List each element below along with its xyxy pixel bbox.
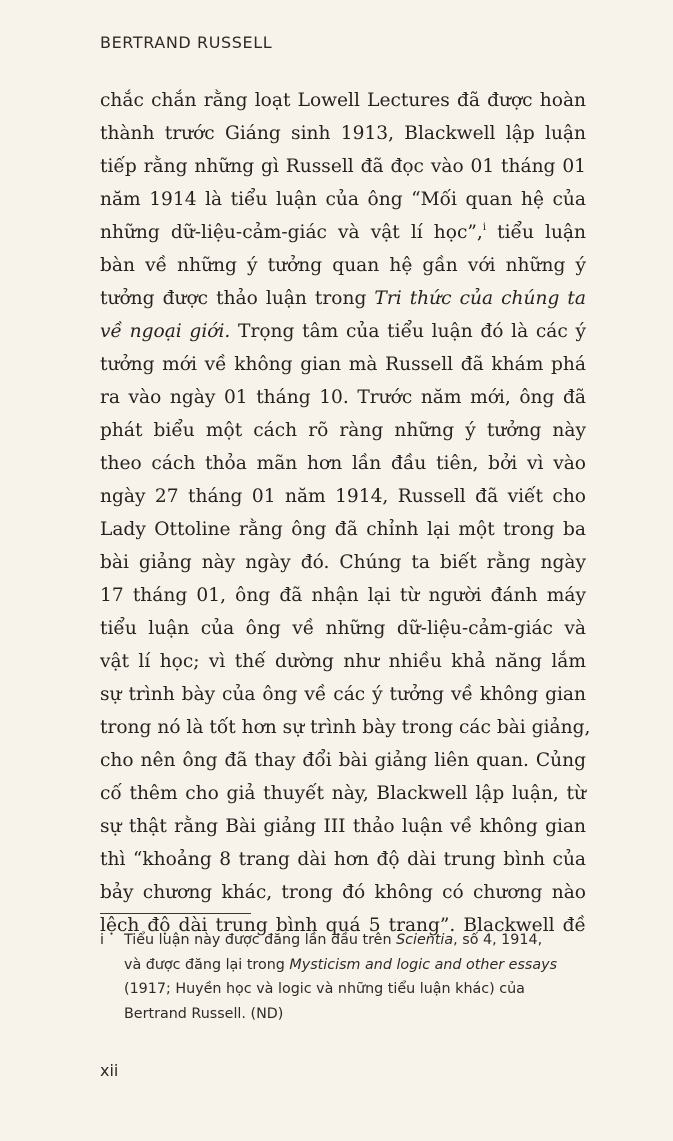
footnote-marker: i bbox=[100, 932, 104, 948]
body-line bbox=[100, 216, 586, 249]
page-number: xii bbox=[100, 1061, 119, 1080]
body-line: trong nó là tốt hơn sự trình bày trong các bài giảng, bbox=[100, 717, 591, 738]
footnote-line bbox=[124, 953, 600, 978]
body-line: tưởng mới về không gian mà Russell đã khám phá bbox=[100, 354, 586, 375]
body-fragment: những dữ-liệu-cảm-giác và vật lí học”, bbox=[100, 222, 483, 243]
body-line: ngày 27 tháng 01 năm 1914, Russell đã viết cho bbox=[100, 486, 586, 507]
body-fragment: tưởng được thảo luận trong bbox=[100, 288, 367, 309]
body-line: bài giảng này ngày đó. Chúng ta biết rằng ngày bbox=[100, 552, 586, 573]
body-line: cố thêm cho giả thuyết này, Blackwell lập luận, từ bbox=[100, 783, 586, 804]
body-fragment: tiểu luận bbox=[497, 222, 586, 243]
body-line: 17 tháng 01, ông đã nhận lại từ người đánh máy bbox=[100, 585, 586, 606]
body-line: thì “khoảng 8 trang dài hơn độ dài trung bình của bbox=[100, 849, 586, 870]
body-line: tiếp rằng những gì Russell đã đọc vào 01 tháng 01 bbox=[100, 156, 586, 177]
body-fragment: Trọng tâm của tiểu luận đó là các ý bbox=[238, 321, 586, 342]
body-line: tiểu luận của ông về những dữ-liệu-cảm-giác và bbox=[100, 618, 586, 639]
footnote-body bbox=[124, 928, 600, 1026]
body-line: bàn về những ý tưởng quan hệ gần với những ý bbox=[100, 255, 586, 276]
body-line bbox=[100, 282, 586, 315]
body-line: sự thật rằng Bài giảng III thảo luận về không gian bbox=[100, 816, 586, 837]
body-line: Lady Ottoline rằng ông đã chỉnh lại một trong ba bbox=[100, 519, 586, 540]
body-line: lệch độ dài trung bình quá 5 trang”. Blackwell đề bbox=[100, 915, 586, 936]
body-line: năm 1914 là tiểu luận của ông “Mối quan hệ của bbox=[100, 189, 586, 210]
journal-title-italic: Scientia bbox=[396, 932, 454, 948]
running-head: BERTRAND RUSSELL bbox=[100, 33, 273, 52]
footnote-fragment: , số 4, 1914, bbox=[453, 932, 543, 948]
footnote-line: (1917; Huyền học và logic và những tiểu luận khác) của bbox=[124, 981, 525, 997]
body-line: cho nên ông đã thay đổi bài giảng liên quan. Củng bbox=[100, 750, 586, 771]
body-line: ra vào ngày 01 tháng 10. Trước năm mới, ông đã bbox=[100, 387, 586, 408]
body-line: sự trình bày của ông về các ý tưởng về không gian bbox=[100, 684, 586, 705]
footnote-fragment: và được đăng lại trong bbox=[124, 956, 285, 973]
book-title-italic: Tri thức của chúng ta bbox=[374, 288, 586, 309]
body-line: phát biểu một cách rõ ràng những ý tưởng này bbox=[100, 420, 586, 441]
body-line: bảy chương khác, trong đó không có chương nào bbox=[100, 882, 586, 903]
footnote-divider bbox=[100, 913, 251, 914]
book-title-italic: Mysticism and logic and other essays bbox=[289, 956, 558, 973]
body-line: vật lí học; vì thế dường như nhiều khả năng lắm bbox=[100, 651, 586, 672]
footnote-reference: i bbox=[482, 222, 487, 233]
body-line: thành trước Giáng sinh 1913, Blackwell lập luận bbox=[100, 123, 586, 144]
book-title-italic: về ngoại giới. bbox=[100, 321, 231, 342]
body-text bbox=[100, 84, 591, 942]
body-line: chắc chắn rằng loạt Lowell Lectures đã được hoàn bbox=[100, 90, 586, 111]
body-line: theo cách thỏa mãn hơn lần đầu tiên, bởi vì vào bbox=[100, 453, 586, 474]
footnote-line: Bertrand Russell. (ND) bbox=[124, 1005, 284, 1022]
body-line bbox=[100, 315, 586, 348]
footnote bbox=[100, 928, 600, 1026]
footnote-fragment: Tiểu luận này được đăng lần đầu trên bbox=[124, 932, 392, 948]
footnote-line bbox=[124, 928, 600, 953]
